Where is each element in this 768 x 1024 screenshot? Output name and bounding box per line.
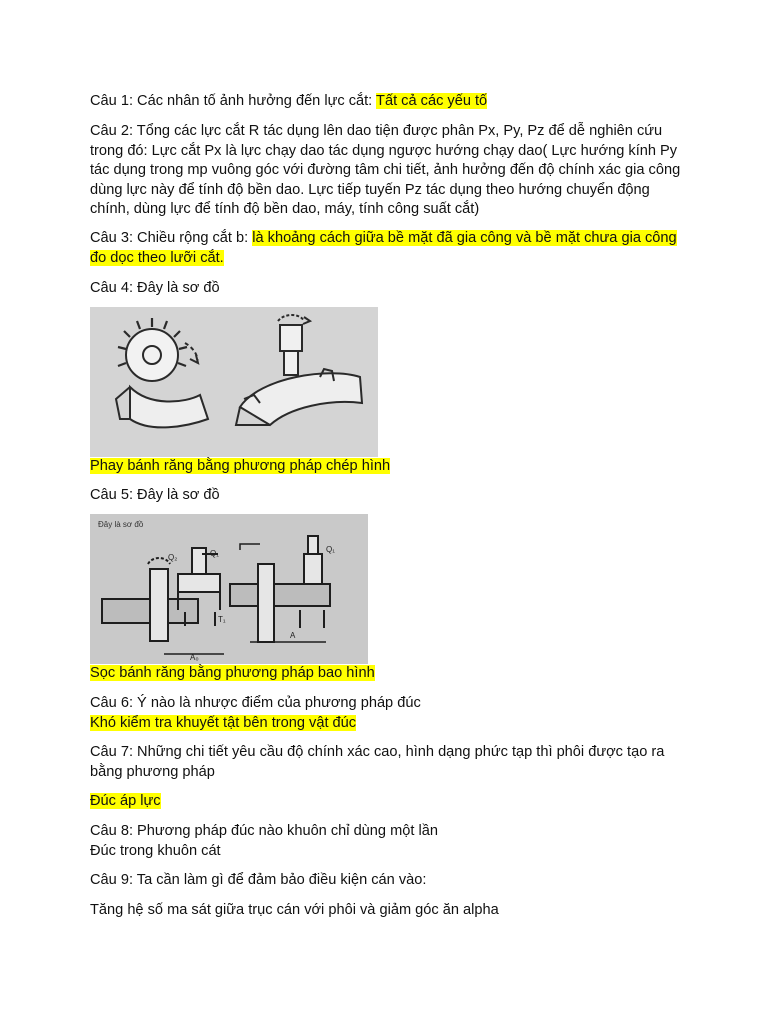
- question-3-text: Câu 3: Chiều rộng cắt b:: [90, 230, 253, 246]
- question-3: [90, 229, 690, 268]
- question-3-answer: là khoảng cách giữa bề mặt đã gia công và bề mặt chưa gia công đo dọc theo lưỡi cắt.: [90, 230, 677, 266]
- question-9-answer-line: [90, 901, 690, 921]
- question-7-text: Câu 7: Những chi tiết yêu cầu độ chính xác cao, hình dạng phức tạp thì phôi được tạo ra bằng phương pháp: [90, 744, 665, 780]
- question-5-answer-line: [90, 664, 690, 684]
- label-t1: T₁: [218, 615, 226, 624]
- question-5: [90, 486, 690, 506]
- question-8: [90, 822, 690, 861]
- question-4-text: Câu 4: Đây là sơ đồ: [90, 280, 220, 296]
- question-2-text: Câu 2: Tổng các lực cắt R tác dụng lên dao tiện được phân Px, Py, Pz để dễ nghiên cứu trong đó: Lực cắt Px là lực chạy dao tác dụng ngược hướng chạy dao( Lực hướng kính Py tác dụng trong mp vuông góc với đường tâm chi tiết, ảnh hưởng đến độ chính xác gia công dùng lực này để tính độ bền dao. Lực tiếp tuyến Pz tác dụng theo hướng chuyển động chính, dùng lực để tính độ bền dao, máy, tính công suất cắt): [90, 123, 681, 217]
- question-6-text: Câu 6: Ý nào là nhược điểm của phương pháp đúc: [90, 695, 421, 711]
- question-4: [90, 279, 690, 299]
- question-1: [90, 92, 690, 112]
- label-q2: Q₂: [168, 553, 178, 562]
- question-4-answer: Phay bánh răng bằng phương pháp chép hình: [90, 458, 391, 474]
- question-9-text: Câu 9: Ta cần làm gì để đảm bảo điều kiện cán vào:: [90, 872, 427, 888]
- label-a: A: [290, 631, 296, 640]
- label-q1-right: Q₁: [326, 545, 335, 554]
- question-5-answer: Sọc bánh răng bằng phương pháp bao hình: [90, 665, 375, 681]
- question-7-answer: Đúc áp lực: [90, 793, 161, 809]
- question-4-answer-line: [90, 457, 690, 477]
- gear-shaping-diagram: [90, 514, 368, 664]
- question-6: [90, 694, 690, 733]
- label-a0: A₀: [190, 653, 199, 662]
- question-8-answer: Đúc trong khuôn cát: [90, 842, 221, 859]
- question-8-text: Câu 8: Phương pháp đúc nào khuôn chỉ dùng một lần: [90, 823, 438, 839]
- question-7-answer-line: [90, 792, 690, 812]
- question-6-answer: Khó kiểm tra khuyết tật bên trong vật đúc: [90, 714, 357, 731]
- question-2: [90, 122, 690, 220]
- question-5-text: Câu 5: Đây là sơ đồ: [90, 487, 220, 503]
- question-9-answer: Tăng hệ số ma sát giữa trục cán với phôi và giảm góc ăn alpha: [90, 902, 499, 918]
- question-1-answer: Tất cả các yếu tố: [376, 93, 488, 109]
- question-9: [90, 871, 690, 891]
- question-1-text: Câu 1: Các nhân tố ảnh hưởng đến lực cắt:: [90, 93, 377, 109]
- question-7: [90, 743, 690, 782]
- figure-caption: Đây là sơ đồ: [98, 520, 144, 529]
- label-q1-left: Q₁: [210, 549, 219, 558]
- gear-milling-diagram: [90, 307, 378, 457]
